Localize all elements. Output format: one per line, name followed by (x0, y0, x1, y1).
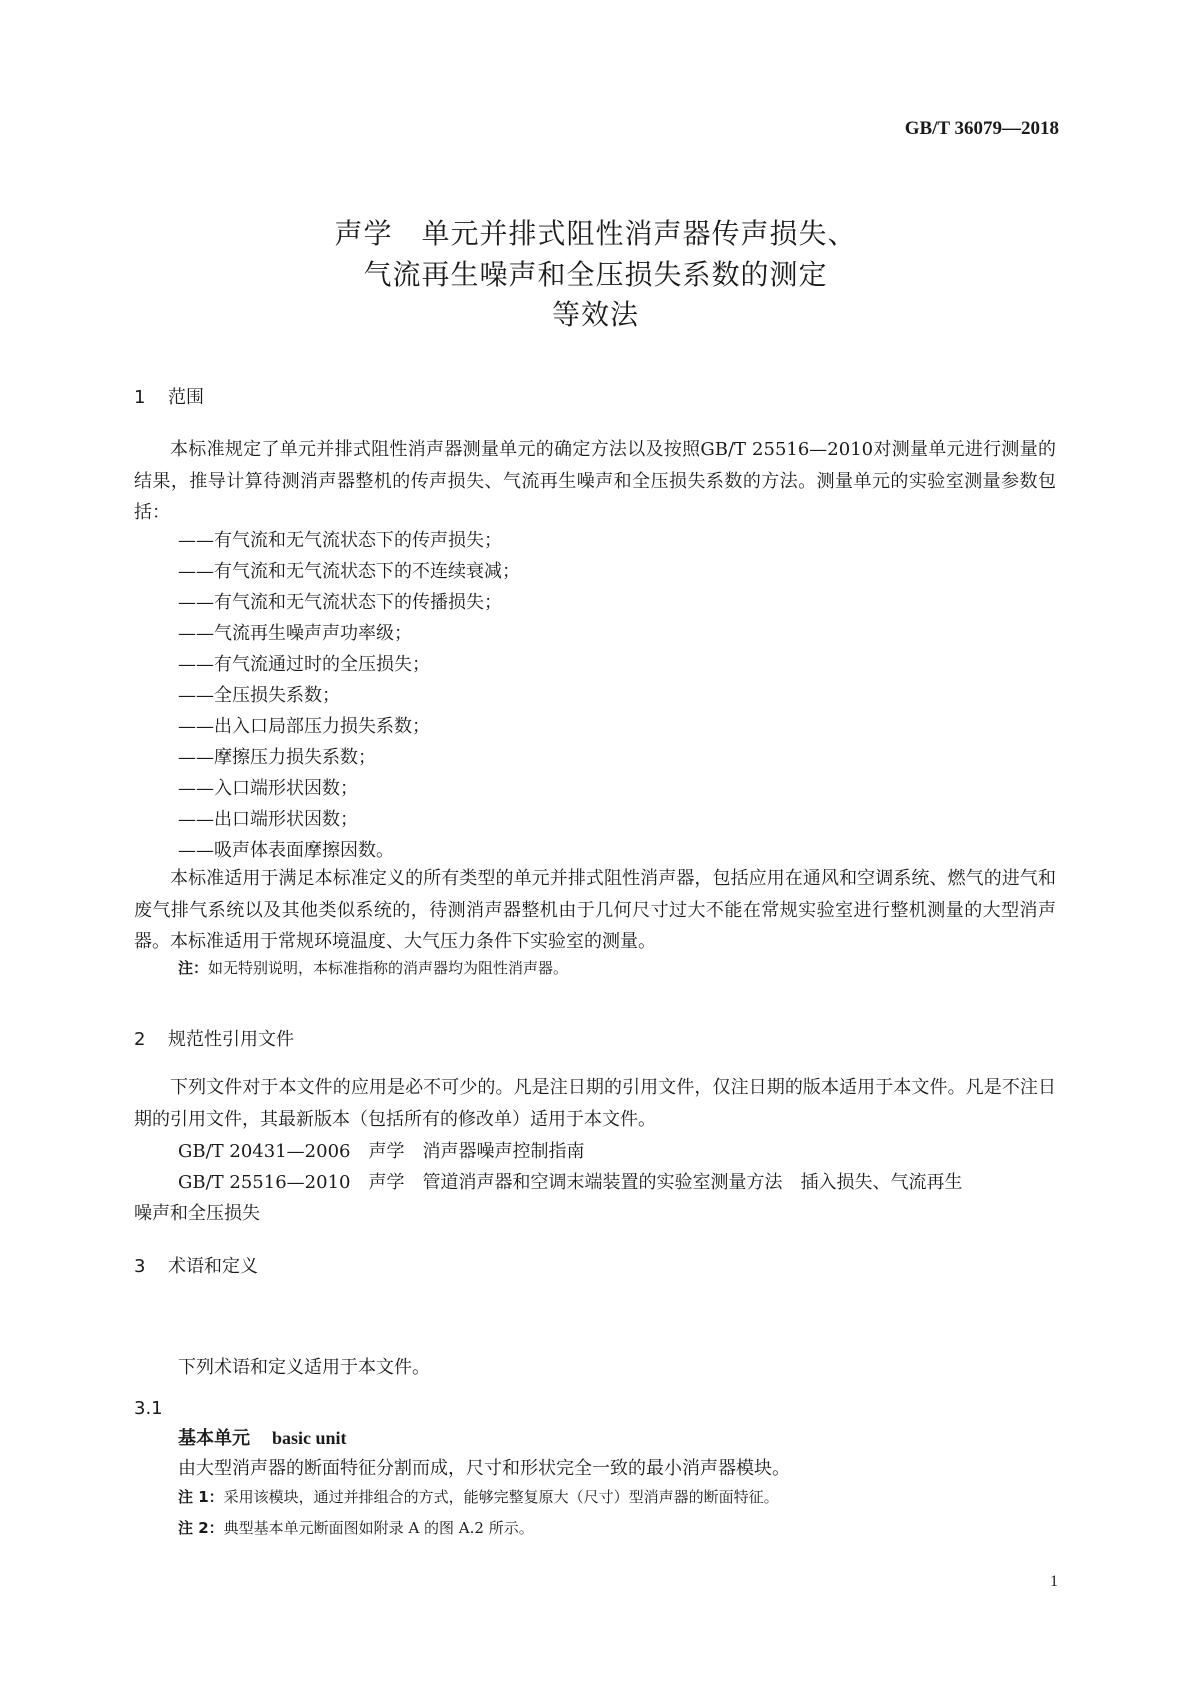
term-number: 3.1 (134, 1398, 163, 1419)
title-line-1: 声学 单元并排式阻性消声器传声损失、 (334, 217, 857, 250)
note-label: 注 2： (178, 1519, 224, 1537)
list-item: ——有气流和无气流状态下的传声损失； (178, 530, 502, 551)
term-note-1 (178, 1486, 779, 1507)
reference-2-continued: 噪声和全压损失 (134, 1203, 260, 1224)
list-item: ——气流再生噪声声功率级； (178, 623, 412, 644)
list-item: ——摩擦压力损失系数； (178, 747, 376, 768)
list-item: ——出口端形状因数； (178, 809, 358, 830)
section-3-heading (134, 1252, 258, 1278)
term-heading (178, 1424, 347, 1450)
title-line-3: 等效法 (551, 298, 639, 331)
note-text: 采用该模块，通过并排组合的方式，能够完整复原大（尺寸）型消声器的断面特征。 (223, 1488, 779, 1506)
term-english: basic unit (272, 1428, 347, 1448)
note-label: 注： (178, 959, 209, 977)
section-1-note (178, 957, 568, 978)
section-3-intro: 下列术语和定义适用于本文件。 (178, 1357, 430, 1378)
list-item: ——有气流通过时的全压损失； (178, 654, 430, 675)
list-item: ——出入口局部压力损失系数； (178, 716, 430, 737)
note-label: 注 1： (178, 1488, 224, 1506)
list-item: ——入口端形状因数； (178, 778, 358, 799)
term-note-2 (178, 1517, 534, 1538)
title-line-2: 气流再生噪声和全压损失系数的测定 (363, 258, 828, 291)
section-number: 3 (134, 1256, 146, 1277)
note-text: 典型基本单元断面图如附录 A 的图 A.2 所示。 (223, 1519, 534, 1537)
list-item: ——有气流和无气流状态下的传播损失； (178, 592, 502, 613)
list-item: ——吸声体表面摩擦因数。 (178, 840, 394, 861)
term-chinese: 基本单元 (178, 1428, 250, 1449)
reference-2: GB/T 25516—2010 声学 管道消声器和空调末端装置的实验室测量方法 插入损失、气流再生 (178, 1172, 963, 1193)
term-definition: 由大型消声器的断面特征分割而成，尺寸和形状完全一致的最小消声器模块。 (178, 1458, 790, 1479)
section-number: 2 (134, 1029, 146, 1050)
section-number: 1 (134, 387, 146, 408)
section-title: 规范性引用文件 (168, 1029, 294, 1050)
list-item: ——有气流和无气流状态下的不连续衰减； (178, 561, 520, 582)
section-1-heading (134, 383, 204, 409)
reference-1: GB/T 20431—2006 声学 消声器噪声控制指南 (178, 1141, 585, 1162)
note-text: 如无特别说明，本标准指称的消声器均为阻性消声器。 (208, 959, 569, 977)
section-title: 范围 (168, 387, 204, 408)
section-1-intro: 本标准规定了单元并排式阻性消声器测量单元的确定方法以及按照GB/T 25516—2010对测量单元进行测量的结果，推导计算待测消声器整机的传声损失、气流再生噪声和全压损失系数的方法。测量单元的实验室测量参数包括： (134, 439, 1056, 523)
section-title: 术语和定义 (168, 1256, 258, 1277)
section-2-heading (134, 1025, 294, 1051)
section-1-scope: 本标准适用于满足本标准定义的所有类型的单元并排式阻性消声器，包括应用在通风和空调系统、燃气的进气和废气排气系统以及其他类似系统的，待测消声器整机由于几何尺寸过大不能在常规实验室进行整机测量的大型消声器。本标准适用于常规环境温度、大气压力条件下实验室的测量。 (134, 868, 1056, 952)
list-item: ——全压损失系数； (178, 685, 340, 706)
section-2-intro: 下列文件对于本文件的应用是必不可少的。凡是注日期的引用文件，仅注日期的版本适用于本文件。凡是不注日期的引用文件，其最新版本（包括所有的修改单）适用于本文件。 (134, 1077, 1056, 1130)
standard-number: GB/T 36079—2018 (904, 118, 1059, 139)
page-number: 1 (1050, 1573, 1058, 1590)
